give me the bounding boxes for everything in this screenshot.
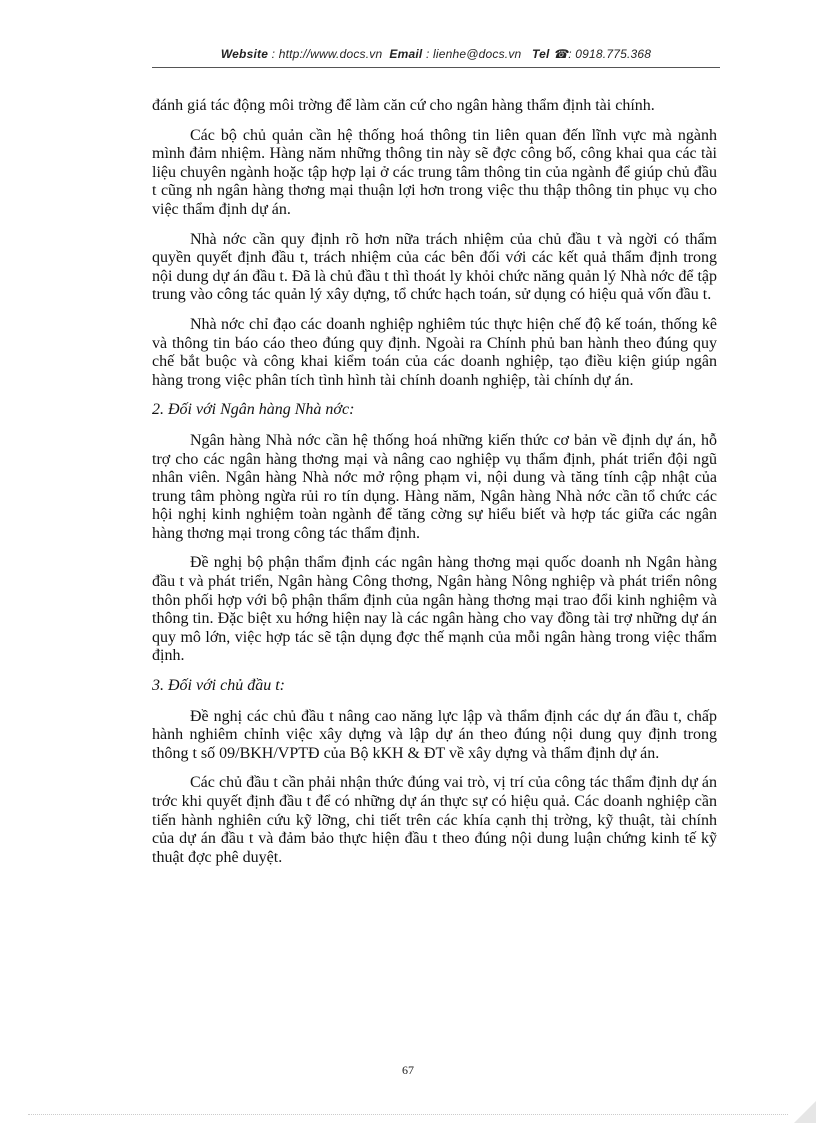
- paragraph: Các bộ chủ quản cần hệ thống hoá thông tin liên quan đến lĩnh vực mà ngành mình đảm nhiệm. Hàng năm những thông tin này sẽ đợc công bố, công khai qua các tài liệu chuyên ngành hoặc tập hợp lại ở các trung tâm thông tin của ngành để giúp chủ đầu t cũng nh ngân hàng thơng mại thuận lợi hơn trong việc thu thập thông tin phục vụ cho việc thẩm định dự án.: [152, 126, 717, 218]
- header-divider: [152, 67, 720, 68]
- paragraph-continuation: đánh giá tác động môi trờng để làm căn cứ cho ngân hàng thẩm định tài chính.: [152, 97, 655, 114]
- page-corner: [794, 1101, 816, 1123]
- paragraph: Ngân hàng Nhà nớc cần hệ thống hoá những kiến thức cơ bản về định dự án, hỗ trợ cho các ngân hàng thơng mại và nâng cao nghiệp vụ thẩm định, phát triển đội ngũ nhân viên. Ngân hàng Nhà nớc mở rộng phạm vi, nội dung và tăng tính cập nhật của trung tâm phòng ngừa rủi ro tín dụng. Hàng năm, Ngân hàng Nhà nớc cần tổ chức các hội nghị kinh nghiệm toàn ngành để tăng cờng sự hiểu biết và hợp tác giữa các ngân hàng thơng mại trong công tác thẩm định.: [152, 431, 717, 542]
- footer-divider: [28, 1114, 788, 1115]
- tel-label: Tel: [532, 47, 550, 61]
- page-number: 67: [402, 1063, 414, 1077]
- paragraph: Các chủ đầu t cần phải nhận thức đúng vai trò, vị trí của công tác thẩm định dự án trớc khi quyết định đầu t để có những dự án thực sự có hiệu quả. Các doanh nghiệp cần tiến hành nghiên cứu kỹ lỡng, chi tiết trên các khía cạnh thị trờng, kỹ thuật, tài chính của dự án đầu t và đảm bảo thực hiện đầu t theo đúng nội dung luận chứng kinh tế kỹ thuật đợc phê duyệt.: [152, 774, 717, 866]
- website-url[interactable]: : http://www.docs.vn: [271, 47, 383, 61]
- paragraph: Nhà nớc cần quy định rõ hơn nữa trách nhiệm của chủ đầu t và ngời có thẩm quyền quyết định đầu t, trách nhiệm của các bên đối với các kết quả thẩm định trong nội dung dự án đầu t. Đã là chủ đầu t thì thoát ly khỏi chức năng quản lý Nhà nớc để tập trung vào công tác quản lý xây dựng, tổ chức hạch toán, sử dụng có hiệu quả vốn đầu t.: [152, 230, 717, 304]
- email-address[interactable]: : lienhe@docs.vn: [425, 47, 522, 61]
- paragraph: Nhà nớc chỉ đạo các doanh nghiệp nghiêm túc thực hiện chế độ kế toán, thống kê và thông tin báo cáo theo đúng quy định. Ngoài ra Chính phủ ban hành theo đúng quy chế bắt buộc và công khai kiểm toán của các doanh nghiệp, tạo điều kiện giúp ngân hàng trong việc phân tích tình hình tài chính doanh nghiệp, tài chính dự án.: [152, 315, 717, 389]
- paragraph: Đề nghị bộ phận thẩm định các ngân hàng thơng mại quốc doanh nh Ngân hàng đầu t và phát triển, Ngân hàng Công thơng, Ngân hàng Nông nghiệp và phát triển nông thôn phối hợp với bộ phận thẩm định của ngân hàng thơng mại trao đổi kinh nghiệm và thông tin. Đặc biệt xu hớng hiện nay là các ngân hàng cho vay đồng tài trợ những dự án quy mô lớn, việc hợp tác sẽ tận dụng đợc thế mạnh của mỗi ngân hàng trong việc thẩm định.: [152, 554, 717, 665]
- phone-icon: ☎: [553, 47, 569, 61]
- document-body: [152, 97, 717, 878]
- section-heading-2: 2. Đối với Ngân hàng Nhà nớc:: [152, 401, 355, 419]
- tel-number: : 0918.775.368: [568, 47, 652, 61]
- paragraph: Đề nghị các chủ đầu t nâng cao năng lực lập và thẩm định các dự án đầu t, chấp hành nghiêm chỉnh việc xây dựng và lập dự án theo đúng nội dung quy định trong thông t số 09/BKH/VPTĐ của Bộ kKH & ĐT về xây dựng và thẩm định dự án.: [152, 707, 717, 762]
- section-heading-3: 3. Đối với chủ đầu t:: [152, 677, 285, 695]
- email-label: Email: [389, 47, 423, 61]
- website-label: Website: [220, 47, 269, 61]
- page-header: [150, 47, 722, 61]
